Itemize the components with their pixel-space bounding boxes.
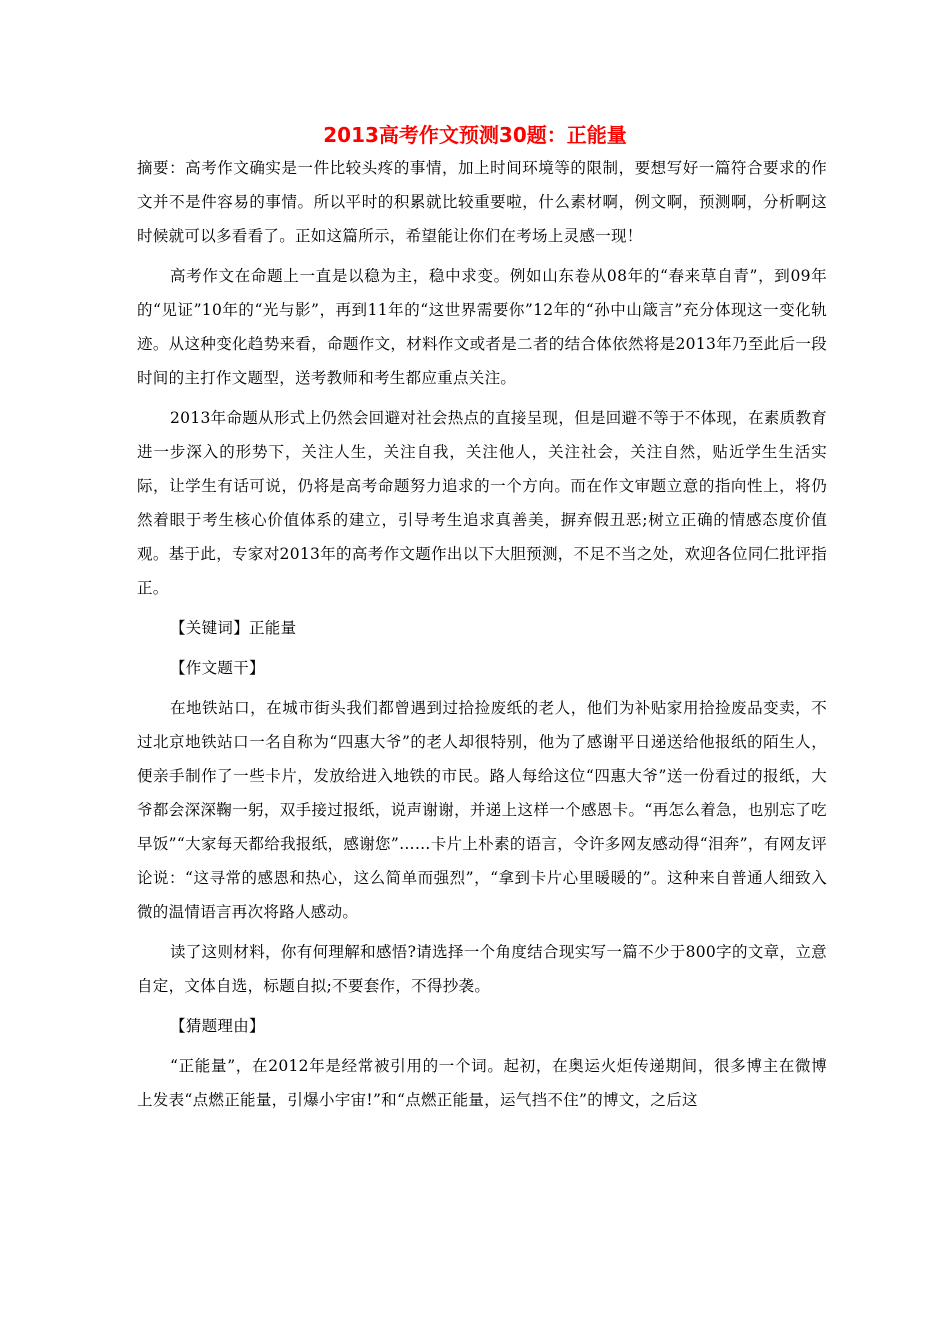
reason-paragraph: “正能量”，在2012年是经常被引用的一个词。起初，在奥运火炬传递期间，很多博主在微博上发表“点燃正能量，引爆小宇宙!”和“点燃正能量，运气挡不住”的博文，之后这 — [137, 1057, 827, 1109]
body-paragraph-2: 2013年命题从形式上仍然会回避对社会热点的直接呈现，但是回避不等于不体现，在素质教育进一步深入的形势下，关注人生，关注自我，关注他人，关注社会，关注自然，贴近学生生活实际，让学生有话可说，仍将是高考命题努力追求的一个方向。而在作文审题立意的指向性上，将仍然着眼于考生核心价值体系的建立，引导考生追求真善美，摒弃假丑恶;树立正确的情感态度价值观。基于此，专家对2013年的高考作文题作出以下大胆预测，不足不当之处，欢迎各位同仁批评指正。 — [137, 409, 827, 597]
prompt-heading: 【作文题干】 — [170, 659, 265, 677]
body-paragraph-1: 高考作文在命题上一直是以稳为主，稳中求变。例如山东卷从08年的“春来草自青”，到09年的“见证”10年的“光与影”，再到11年的“这世界需要你”12年的“孙中山箴言”充分体现这一变化轨迹。从这种变化趋势来看，命题作文，材料作文或者是二者的结合体依然将是2013年乃至此后一段时间的主打作文题型，送考教师和考生都应重点关注。 — [137, 267, 827, 387]
document-body — [137, 151, 827, 1123]
keywords-line: 【关键词】正能量 — [170, 619, 297, 637]
abstract-paragraph: 摘要：高考作文确实是一件比较头疼的事情，加上时间环境等的限制，要想写好一篇符合要求的作文并不是件容易的事情。所以平时的积累就比较重要啦，什么素材啊，例文啊，预测啊，分析啊这时候就可以多看看了。正如这篇所示，希望能让你们在考场上灵感一现！ — [137, 159, 827, 245]
prompt-paragraph: 在地铁站口，在城市街头我们都曾遇到过拾捡废纸的老人，他们为补贴家用拾捡废品变卖，不过北京地铁站口一名自称为“四惠大爷”的老人却很特别，他为了感谢平日递送给他报纸的陌生人，便亲手制作了一些卡片，发放给进入地铁的市民。路人每给这位“四惠大爷”送一份看过的报纸，大爷都会深深鞠一躬，双手接过报纸，说声谢谢，并递上这样一个感恩卡。“再怎么着急，也别忘了吃早饭”“大家每天都给我报纸，感谢您”……卡片上朴素的语言，令许多网友感动得“泪奔”，有网友评论说：“这寻常的感恩和热心，这么简单而强烈”，“拿到卡片心里暖暖的”。这种来自普通人细致入微的温情语言再次将路人感动。 — [137, 699, 827, 921]
reason-heading: 【猜题理由】 — [170, 1017, 265, 1035]
task-paragraph: 读了这则材料，你有何理解和感悟?请选择一个角度结合现实写一篇不少于800字的文章，立意自定，文体自选，标题自拟;不要套作，不得抄袭。 — [137, 943, 827, 995]
document-title: 2013高考作文预测30题：正能量 — [323, 123, 627, 147]
